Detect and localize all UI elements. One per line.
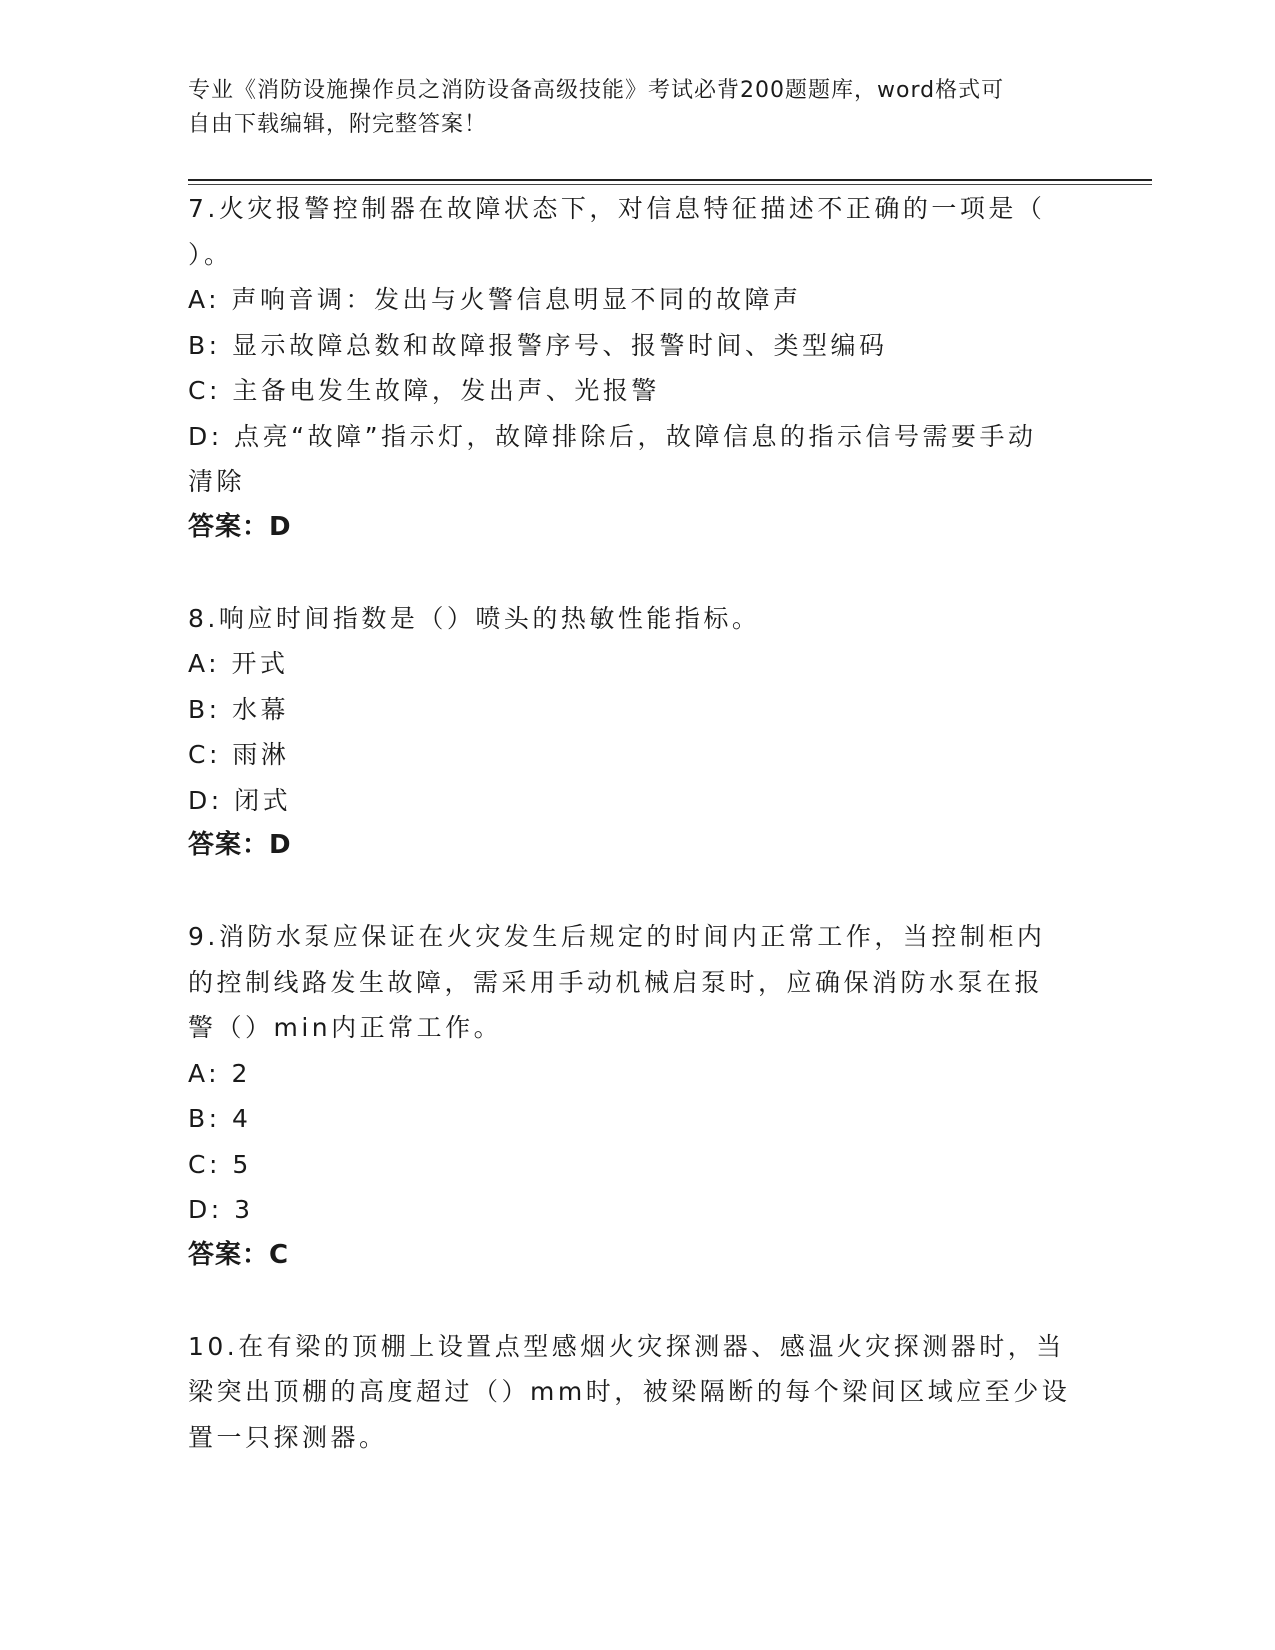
header-divider-thick	[188, 179, 1152, 181]
option-c: C: 5	[188, 1149, 252, 1179]
option-b: B: 水幕	[188, 694, 290, 724]
question-stem-line: 的控制线路发生故障，需采用手动机械启泵时，应确保消防水泵在报	[188, 967, 1044, 997]
question-spacer	[188, 1278, 1088, 1324]
option-d-continued: 清除	[188, 467, 246, 496]
answer-label: 答案：C	[188, 1239, 290, 1270]
question-stem-line: 梁突出顶棚的高度超过（）mm时，被梁隔断的每个梁间区域应至少设	[188, 1377, 1071, 1406]
question-list	[188, 186, 1088, 1460]
option-b: B: 4	[188, 1104, 252, 1133]
question-stem-line: 9.消防水泵应保证在火灾发生后规定的时间内正常工作，当控制柜内	[188, 922, 1046, 951]
option-d: D: 3	[188, 1195, 254, 1224]
option-a: A: 2	[188, 1058, 251, 1088]
header-line-1: 专业《消防设施操作员之消防设备高级技能》考试必背200题题库，word格式可	[188, 78, 1005, 103]
option-c: C: 雨淋	[188, 740, 290, 769]
answer-label: 答案：D	[188, 830, 292, 860]
question-8	[188, 596, 1088, 869]
option-d: D: 点亮“故障”指示灯，故障排除后，故障信息的指示信号需要手动	[188, 421, 1037, 451]
header-line-2: 自由下载编辑，附完整答案！	[188, 112, 488, 137]
question-spacer	[188, 869, 1088, 915]
question-9	[188, 914, 1088, 1278]
question-stem-line: 7.火灾报警控制器在故障状态下，对信息特征描述不正确的一项是（	[188, 194, 1046, 223]
question-7	[188, 186, 1088, 550]
question-spacer	[188, 550, 1088, 596]
option-d: D: 闭式	[188, 785, 292, 815]
answer-label: 答案：D	[188, 511, 292, 542]
option-c: C: 主备电发生故障，发出声、光报警	[188, 376, 660, 405]
option-a: A: 开式	[188, 649, 289, 678]
option-b: B: 显示故障总数和故障报警序号、报警时间、类型编码	[188, 330, 888, 360]
header-divider-thin	[188, 184, 1152, 185]
question-stem-line: 警（）min内正常工作。	[188, 1013, 503, 1042]
option-a: A: 声响音调：发出与火警信息明显不同的故障声	[188, 285, 802, 314]
question-stem-line: 10.在有梁的顶棚上设置点型感烟火灾探测器、感温火灾探测器时，当	[188, 1331, 1065, 1361]
question-stem-line: 置一只探测器。	[188, 1422, 388, 1452]
document-header	[188, 74, 1088, 142]
question-stem-line: ）。	[188, 239, 233, 269]
question-10	[188, 1324, 1088, 1461]
question-stem-line: 8.响应时间指数是（）喷头的热敏性能指标。	[188, 603, 761, 633]
